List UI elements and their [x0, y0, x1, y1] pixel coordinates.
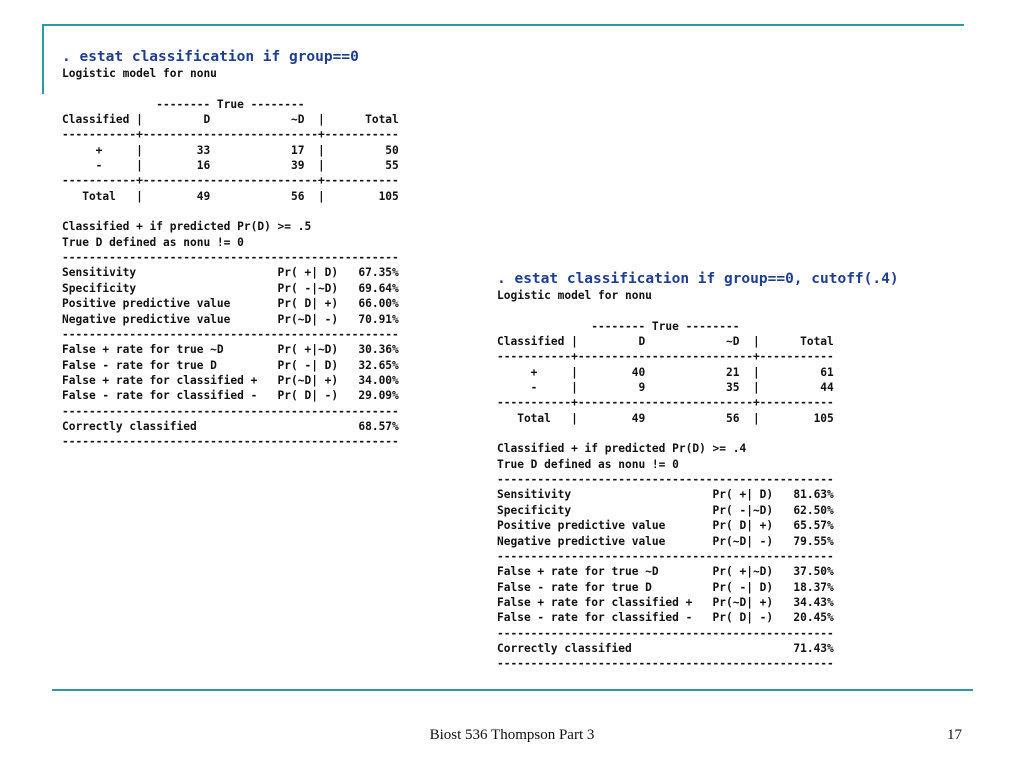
command-line: . estat classification if group==0	[62, 49, 359, 65]
output-block-cutoff-04	[497, 270, 899, 672]
bottom-rule	[52, 689, 973, 691]
command-output: Logistic model for nonu -------- True -------- Classified | D ~D | Total -----------+--------------------------+----------- + | 33 17 | 50 - | 16 39 | 55 -----------+--------------------------+----------- Total | 49 56 | 105 Classified + if predicted Pr(D) >= .5 True D defined as nonu != 0 -------------------------------------------------- Sensitivity Pr( +| D) 67.35% Specificity Pr( -|~D) 69.64% Positive predictive value Pr( D| +) 66.00% Negative predictive value Pr(~D| -) 70.91% -------------------------------------------------- False + rate for true ~D Pr( +|~D) 30.36% False - rate for true D Pr( -| D) 32.65% False + rate for classified + Pr(~D| +) 34.00% False - rate for classified - Pr( D| -) 29.09% -------------------------------------------------- Correctly classified 68.57% --------------------------------------------------	[62, 67, 399, 449]
command-output: Logistic model for nonu -------- True -------- Classified | D ~D | Total -----------+--------------------------+----------- + | 40 21 | 61 - | 9 35 | 44 -----------+--------------------------+----------- Total | 49 56 | 105 Classified + if predicted Pr(D) >= .4 True D defined as nonu != 0 -------------------------------------------------- Sensitivity Pr( +| D) 81.63% Specificity Pr( -|~D) 62.50% Positive predictive value Pr( D| +) 65.57% Negative predictive value Pr(~D| -) 79.55% -------------------------------------------------- False + rate for true ~D Pr( +|~D) 37.50% False - rate for true D Pr( -| D) 18.37% False + rate for classified + Pr(~D| +) 34.43% False - rate for classified - Pr( D| -) 20.45% -------------------------------------------------- Correctly classified 71.43% --------------------------------------------------	[497, 289, 834, 671]
left-rule	[42, 24, 44, 94]
slide-page-number: 17	[947, 727, 962, 743]
top-rule	[42, 24, 964, 26]
command-line: . estat classification if group==0, cutoff(.4)	[497, 271, 899, 287]
slide-footer: Biost 536 Thompson Part 3	[429, 727, 595, 743]
output-block-cutoff-default	[62, 48, 399, 450]
